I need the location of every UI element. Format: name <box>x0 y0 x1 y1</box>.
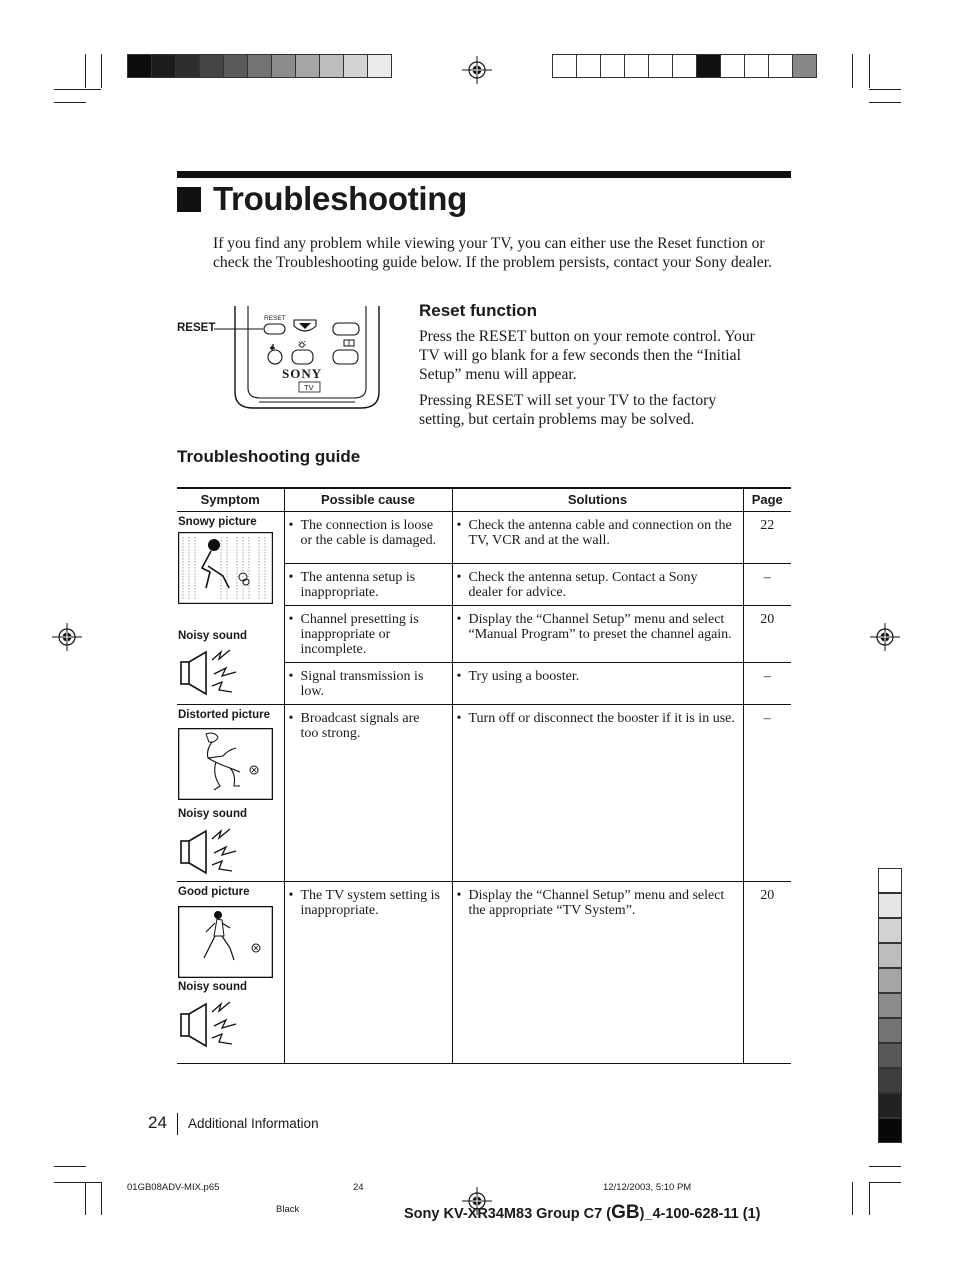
symptom-label: Distorted picture <box>178 708 271 721</box>
cause-cell <box>284 881 452 1063</box>
footer-divider <box>177 1113 178 1135</box>
solution-cell <box>452 605 743 662</box>
crop-mark <box>54 1182 101 1183</box>
cause-cell <box>284 563 452 605</box>
crop-mark <box>54 89 101 90</box>
cause-cell <box>284 511 452 563</box>
symptom-label: Good picture <box>178 885 250 898</box>
crop-mark <box>869 54 870 88</box>
symptom-cell-snowy <box>177 511 284 704</box>
grayscale-strip-step <box>878 868 902 893</box>
crop-mark <box>869 102 901 103</box>
footer-section-label: Additional Information <box>188 1116 319 1131</box>
solution-text: Display the “Channel Setup” menu and select the appropriate “TV System”. <box>468 887 725 918</box>
solution-text: Try using a booster. <box>468 668 580 684</box>
cause-text: Channel presetting is inappropriate or incomplete. <box>300 611 419 657</box>
cause-text: Broadcast signals are too strong. <box>300 710 420 741</box>
symptom-label: Noisy sound <box>178 629 248 642</box>
cause-text: Signal transmission is low. <box>300 668 424 699</box>
solution-cell <box>452 563 743 605</box>
model-line <box>404 1202 761 1224</box>
crop-mark <box>869 1166 901 1167</box>
reset-function-paragraph-1: Press the RESET button on your remote control. Your TV will go blank for a few seconds then the “Initial Setup” menu will appear. <box>419 328 755 383</box>
crop-mark <box>54 1166 86 1167</box>
bullet: • <box>288 710 294 726</box>
header-symptom: Symptom <box>177 488 284 511</box>
solution-text: Display the “Channel Setup” menu and select “Manual Program” to preset the channel again. <box>468 611 732 642</box>
bullet: • <box>288 611 294 627</box>
title-square-icon <box>177 187 201 212</box>
bullet: • <box>456 517 462 533</box>
cause-text: The antenna setup is inappropriate. <box>300 569 416 600</box>
table-row <box>177 511 791 563</box>
bullet: • <box>456 887 462 903</box>
print-color-label: Black <box>276 1204 300 1215</box>
print-page-number: 24 <box>353 1182 364 1193</box>
solution-cell <box>452 704 743 881</box>
page-cell: 20 <box>743 605 791 662</box>
cause-text: The TV system setting is inappropriate. <box>300 887 440 918</box>
page-number: 24 <box>148 1113 167 1132</box>
intro-paragraph: If you find any problem while viewing your TV, you can either use the Reset function or check the Troubleshooting guide below. If the problem persists, contact your Sony dealer. <box>213 235 772 271</box>
grayscale-strip-step <box>878 968 902 993</box>
solution-text: Turn off or disconnect the booster if it is in use. <box>468 710 735 726</box>
crop-mark <box>101 1182 102 1215</box>
remote-reset-button-label: RESET <box>264 315 286 322</box>
noisy-sound-icon <box>180 1000 240 1050</box>
remote-tv-label: TV <box>304 383 314 392</box>
header-possible-cause: Possible cause <box>284 488 452 511</box>
bullet: • <box>456 710 462 726</box>
bullet: • <box>288 887 294 903</box>
symptom-cell-good <box>177 881 284 1063</box>
crop-mark <box>869 1182 870 1215</box>
noisy-sound-icon <box>180 648 240 698</box>
print-timestamp: 12/12/2003, 5:10 PM <box>603 1182 692 1193</box>
crop-mark <box>54 102 86 103</box>
header-solutions: Solutions <box>452 488 743 511</box>
grayscale-color-bar <box>127 54 391 78</box>
page-cell: – <box>743 662 791 704</box>
cause-cell <box>284 605 452 662</box>
good-picture-icon <box>178 906 273 978</box>
solution-text: Check the antenna setup. Contact a Sony dealer for advice. <box>468 569 698 600</box>
cause-cell <box>284 662 452 704</box>
cause-cell <box>284 704 452 881</box>
troubleshooting-guide-heading: Troubleshooting guide <box>177 447 361 466</box>
bullet: • <box>288 569 294 585</box>
registration-target-icon <box>52 623 82 651</box>
table-header-row <box>177 488 791 511</box>
reset-function-paragraph-2: Pressing RESET will set your TV to the factory setting, but certain problems may be solved. <box>419 392 717 428</box>
grayscale-strip-step <box>878 1018 902 1043</box>
crop-mark <box>85 1182 86 1215</box>
bullet: • <box>288 517 294 533</box>
bullet: • <box>456 611 462 627</box>
solution-text: Check the antenna cable and connection on the TV, VCR and at the wall. <box>468 517 732 548</box>
crop-mark <box>101 54 102 88</box>
snowy-picture-icon <box>178 532 273 604</box>
grayscale-strip-step <box>878 918 902 943</box>
solution-cell <box>452 662 743 704</box>
symptom-label: Noisy sound <box>178 980 248 993</box>
crop-mark <box>869 89 901 90</box>
page-cell: 22 <box>743 511 791 563</box>
grayscale-strip-step <box>878 943 902 968</box>
table-row <box>177 881 791 1063</box>
troubleshooting-table <box>177 487 791 1064</box>
symptom-cell-distorted <box>177 704 284 881</box>
bullet: • <box>288 668 294 684</box>
solution-cell <box>452 881 743 1063</box>
grayscale-strip-step <box>878 1093 902 1118</box>
registration-target-icon <box>462 56 492 84</box>
grayscale-strip-step <box>878 1068 902 1093</box>
symptom-label: Noisy sound <box>178 807 248 820</box>
bullet: • <box>456 569 462 585</box>
page-cell: 20 <box>743 881 791 1063</box>
page-cell: – <box>743 704 791 881</box>
model-prefix: Sony KV-XR34M83 Group C7 ( <box>404 1206 612 1222</box>
reset-function-heading: Reset function <box>419 301 538 320</box>
title-rule <box>177 171 791 178</box>
header-page: Page <box>743 488 791 511</box>
print-file-name: 01GB08ADV-MIX.p65 <box>127 1182 220 1193</box>
crop-mark <box>869 1182 901 1183</box>
table-row <box>177 704 791 881</box>
sony-logo: SONY <box>282 366 323 381</box>
noisy-sound-icon <box>180 827 240 877</box>
page-title: Troubleshooting <box>213 180 467 217</box>
bullet: • <box>456 668 462 684</box>
reset-callout-label: RESET <box>177 322 216 334</box>
model-suffix: )_4-100-628-11 (1) <box>639 1206 761 1222</box>
grayscale-strip-step <box>878 893 902 918</box>
distorted-picture-icon <box>178 728 273 800</box>
registration-target-icon <box>870 623 900 651</box>
symptom-label: Snowy picture <box>178 515 257 528</box>
grayscale-strip-step <box>878 993 902 1018</box>
crop-mark <box>852 54 853 88</box>
model-gb: GB <box>611 1202 640 1223</box>
crop-mark <box>85 54 86 88</box>
page-cell: – <box>743 563 791 605</box>
registration-color-bar <box>552 54 816 78</box>
cause-text: The connection is loose or the cable is damaged. <box>300 517 437 548</box>
remote-control-illustration <box>213 304 395 412</box>
grayscale-strip-step <box>878 1043 902 1068</box>
grayscale-strip-step <box>878 1118 902 1143</box>
solution-cell <box>452 511 743 563</box>
crop-mark <box>852 1182 853 1215</box>
